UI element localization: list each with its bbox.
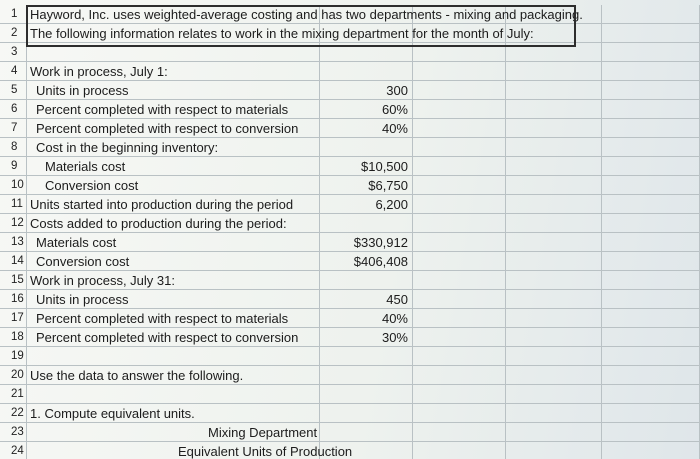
row-number: 3 xyxy=(11,46,18,58)
sheet-row[interactable] xyxy=(0,24,700,43)
label-cell[interactable]: Cost in the beginning inventory: xyxy=(36,140,219,155)
column-gridline xyxy=(601,423,602,441)
label-cell[interactable]: Percent completed with respect to conversion xyxy=(36,330,299,345)
column-gridline xyxy=(601,290,602,308)
column-gridline xyxy=(412,62,413,80)
sheet-row[interactable] xyxy=(0,138,700,157)
column-gridline xyxy=(601,347,602,365)
label-cell[interactable]: Conversion cost xyxy=(36,254,130,269)
column-gridline xyxy=(505,195,506,213)
column-gridline xyxy=(601,404,602,422)
column-gridline xyxy=(601,62,602,80)
row-number: 4 xyxy=(11,65,18,77)
sheet-row[interactable] xyxy=(0,43,700,62)
row-number: 22 xyxy=(11,407,24,419)
label-cell[interactable]: Percent completed with respect to conversion xyxy=(36,121,299,136)
sheet-row[interactable] xyxy=(0,5,700,24)
sheet-row[interactable] xyxy=(0,176,700,195)
sheet-row[interactable] xyxy=(0,81,700,100)
column-gridline xyxy=(601,385,602,403)
sheet-row[interactable] xyxy=(0,157,700,176)
column-gridline xyxy=(505,138,506,156)
column-gridline xyxy=(505,233,506,251)
column-gridline xyxy=(319,423,320,441)
column-gridline xyxy=(505,347,506,365)
row-number: 9 xyxy=(11,160,18,172)
row-number: 19 xyxy=(11,350,24,362)
column-gridline xyxy=(601,309,602,327)
column-gridline xyxy=(505,176,506,194)
column-gridline xyxy=(319,347,320,365)
label-cell[interactable]: Work in process, July 31: xyxy=(30,273,175,288)
column-gridline xyxy=(601,24,602,42)
column-gridline xyxy=(505,309,506,327)
column-gridline xyxy=(505,366,506,384)
sheet-row[interactable] xyxy=(0,119,700,138)
label-cell[interactable]: Conversion cost xyxy=(45,178,139,193)
value-cell[interactable]: 40% xyxy=(381,121,408,136)
column-gridline xyxy=(319,214,320,232)
sheet-row[interactable] xyxy=(0,271,700,290)
column-gridline xyxy=(412,309,413,327)
column-gridline xyxy=(412,157,413,175)
label-cell[interactable]: Use the data to answer the following. xyxy=(30,368,244,383)
row-number: 1 xyxy=(11,8,18,20)
column-gridline xyxy=(505,385,506,403)
column-gridline xyxy=(412,81,413,99)
sheet-row[interactable] xyxy=(0,252,700,271)
column-gridline xyxy=(412,385,413,403)
column-gridline xyxy=(319,271,320,289)
column-gridline xyxy=(319,62,320,80)
label-cell[interactable]: Hayword, Inc. uses weighted-average costing and has two departments - mixing and packaging. xyxy=(30,7,583,22)
column-gridline xyxy=(412,119,413,137)
column-gridline xyxy=(412,328,413,346)
column-gridline xyxy=(601,43,602,61)
value-cell[interactable]: 60% xyxy=(381,102,408,117)
row-number: 10 xyxy=(11,179,24,191)
column-gridline xyxy=(601,271,602,289)
row-number: 11 xyxy=(11,198,23,210)
row-number: 17 xyxy=(11,312,24,324)
column-gridline xyxy=(601,119,602,137)
value-cell[interactable]: 450 xyxy=(386,292,408,307)
sheet-row[interactable] xyxy=(0,442,700,459)
column-gridline xyxy=(505,442,506,459)
sheet-row[interactable] xyxy=(0,233,700,252)
column-gridline xyxy=(412,214,413,232)
value-cell[interactable]: $10,500 xyxy=(361,159,408,174)
section-heading: Equivalent Units of Production xyxy=(178,444,353,459)
row-number: 5 xyxy=(11,84,18,96)
column-gridline xyxy=(505,62,506,80)
sheet-row[interactable] xyxy=(0,100,700,119)
row-number: 24 xyxy=(11,445,24,457)
label-cell[interactable]: Materials cost xyxy=(45,159,126,174)
label-cell[interactable]: Percent completed with respect to materials xyxy=(36,102,289,117)
column-gridline xyxy=(601,233,602,251)
column-gridline xyxy=(412,233,413,251)
column-gridline xyxy=(601,214,602,232)
sheet-row[interactable] xyxy=(0,347,700,366)
column-gridline xyxy=(412,271,413,289)
column-gridline xyxy=(505,271,506,289)
sheet-row[interactable] xyxy=(0,385,700,404)
label-cell[interactable]: The following information relates to work in the mixing department for the month of July: xyxy=(30,26,534,41)
row-number: 2 xyxy=(11,27,18,39)
column-gridline xyxy=(601,176,602,194)
row-number: 16 xyxy=(11,293,24,305)
column-gridline xyxy=(601,195,602,213)
column-gridline xyxy=(505,214,506,232)
column-gridline xyxy=(412,442,413,459)
sheet-row[interactable] xyxy=(0,366,700,385)
value-cell[interactable]: 6,200 xyxy=(375,197,408,212)
value-cell[interactable]: 40% xyxy=(381,311,408,326)
column-gridline xyxy=(412,43,413,61)
column-gridline xyxy=(601,366,602,384)
row-number: 23 xyxy=(11,426,24,438)
sheet-row[interactable] xyxy=(0,214,700,233)
label-cell[interactable]: Units in process xyxy=(36,83,129,98)
label-cell[interactable]: Costs added to production during the period: xyxy=(30,216,287,231)
column-gridline xyxy=(505,100,506,118)
row-number: 21 xyxy=(11,388,24,400)
row-number: 13 xyxy=(11,236,24,248)
row-number: 15 xyxy=(11,274,24,286)
value-cell[interactable]: $330,912 xyxy=(353,235,408,250)
column-gridline xyxy=(505,290,506,308)
column-gridline xyxy=(601,5,602,23)
column-gridline xyxy=(601,442,602,459)
column-gridline xyxy=(601,157,602,175)
column-gridline xyxy=(505,157,506,175)
label-cell[interactable]: Units started into production during the period xyxy=(30,197,294,212)
column-gridline xyxy=(601,252,602,270)
column-gridline xyxy=(412,404,413,422)
row-number: 20 xyxy=(11,369,24,381)
row-number: 6 xyxy=(11,103,18,115)
column-gridline xyxy=(412,195,413,213)
column-gridline xyxy=(505,119,506,137)
sheet-row[interactable] xyxy=(0,328,700,347)
row-number: 12 xyxy=(11,217,24,229)
column-gridline xyxy=(505,423,506,441)
column-gridline xyxy=(505,328,506,346)
column-gridline xyxy=(601,138,602,156)
column-gridline xyxy=(319,43,320,61)
column-gridline xyxy=(412,423,413,441)
sheet-row[interactable] xyxy=(0,309,700,328)
column-gridline xyxy=(412,138,413,156)
row-number: 18 xyxy=(11,331,24,343)
value-cell[interactable]: 30% xyxy=(381,330,408,345)
label-cell[interactable]: Units in process xyxy=(36,292,129,307)
column-gridline xyxy=(505,252,506,270)
sheet-row[interactable] xyxy=(0,62,700,81)
column-gridline xyxy=(601,328,602,346)
column-gridline xyxy=(412,252,413,270)
column-gridline xyxy=(319,404,320,422)
column-gridline xyxy=(412,366,413,384)
column-gridline xyxy=(412,176,413,194)
column-gridline xyxy=(412,100,413,118)
column-gridline xyxy=(505,43,506,61)
row-number: 14 xyxy=(11,255,24,267)
column-gridline xyxy=(505,81,506,99)
label-cell[interactable]: Work in process, July 1: xyxy=(30,64,168,79)
sheet-row[interactable] xyxy=(0,195,700,214)
value-cell[interactable]: 300 xyxy=(386,83,408,98)
column-gridline xyxy=(412,290,413,308)
column-gridline xyxy=(601,100,602,118)
label-cell[interactable]: Materials cost xyxy=(36,235,117,250)
column-gridline xyxy=(601,81,602,99)
column-gridline xyxy=(505,404,506,422)
label-cell[interactable]: Percent completed with respect to materials xyxy=(36,311,289,326)
sheet-row[interactable] xyxy=(0,423,700,442)
column-gridline xyxy=(319,138,320,156)
sheet-row[interactable] xyxy=(0,404,700,423)
column-gridline xyxy=(319,385,320,403)
column-gridline xyxy=(319,366,320,384)
row-number: 8 xyxy=(11,141,18,153)
sheet-row[interactable] xyxy=(0,290,700,309)
label-cell[interactable]: 1. Compute equivalent units. xyxy=(30,406,195,421)
value-cell[interactable]: $6,750 xyxy=(368,178,408,193)
section-heading: Mixing Department xyxy=(208,425,318,440)
row-number: 7 xyxy=(11,122,18,134)
value-cell[interactable]: $406,408 xyxy=(353,254,408,269)
column-gridline xyxy=(412,347,413,365)
